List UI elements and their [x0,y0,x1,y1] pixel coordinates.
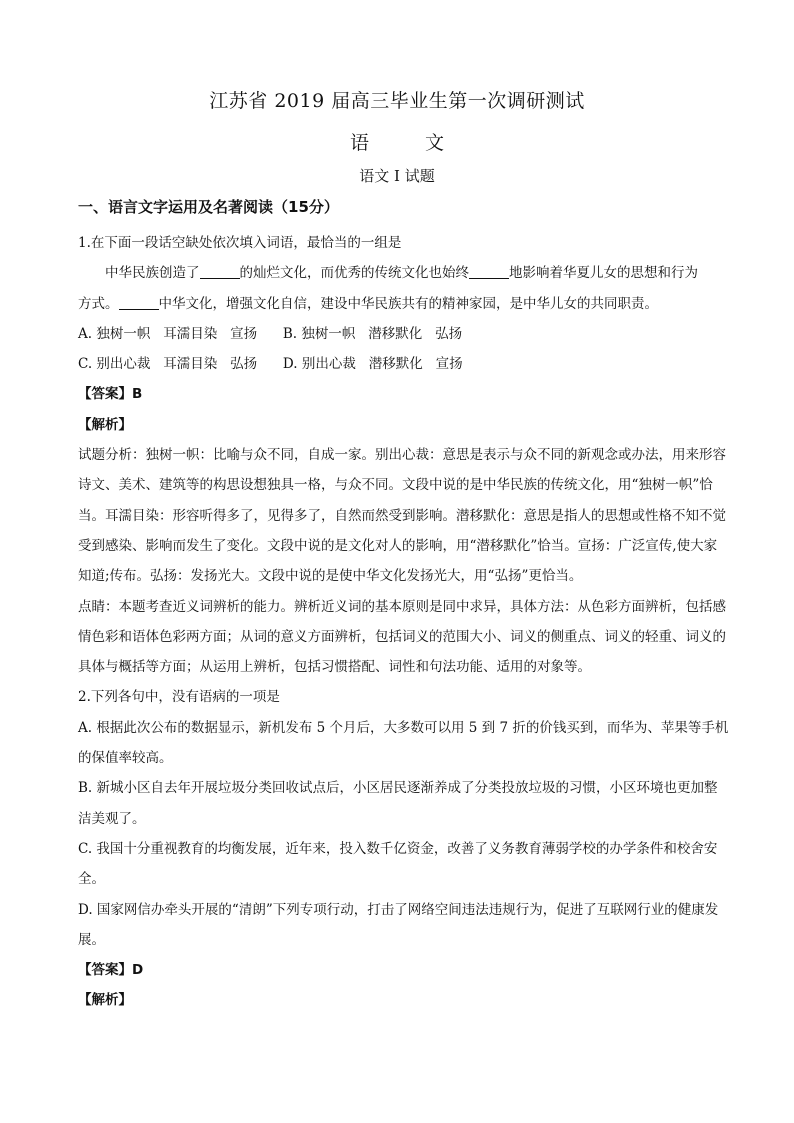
blank-3 [119,295,159,310]
q1-analysis: 试题分析：独树一帜：比喻与众不同，自成一家。别出心裁：意思是表示与众不同的新观念或办法，用来形容诗文、美术、建筑等的构思设想独具一格，与众不同。文段中说的是中华民族的传统文化，用“独树一帜”恰当。耳濡目染：形容听得多了，见得多了，自然而然受到影响。潜移默化：意思是指人的思想或性格不知不觉受到感染、影响而发生了变化。文段中说的是文化对人的影响，用“潜移默化”恰当。宣扬：广泛宣传,使大家知道;传布。弘扬：发扬光大。文段中说的是使中华文化发扬光大，用“弘扬”更恰当。 [78,447,726,585]
q2-option-d: D. 国家网信办牵头开展的“清朗”下列专项行动，打击了网络空间违法违规行为，促进了互联网行业的健康发展。 [78,901,719,948]
paper-subtitle: 语文 I 试题 [359,167,435,185]
q2-answer: 【答案】D [78,962,144,979]
q2-option-c: C. 我国十分重视教育的均衡发展，近年来，投入数千亿资金，改善了义务教育薄弱学校的办学条件和校舍安全。 [78,840,718,888]
q1-comment: 点睛：本题考查近义词辨析的能力。辨析近义词的基本原则是同中求异，具体方法：从色彩方面辨析，包括感情色彩和语体色彩两方面；从词的意义方面辨析，包括词义的范围大小、词义的侧重点、词义的轻重、词义的具体与概括等方面；从运用上辨析，包括习惯搭配、词性和句法功能、适用的对象等。 [78,598,726,676]
exam-title: 江苏省 2019 届高三毕业生第一次调研测试 [209,90,585,112]
q1-passage-text: 中华民族创造了 [105,265,200,282]
q2-stem: 2.下列各句中，没有语病的一项是 [78,689,280,706]
q1-passage-text: 的灿烂文化，而优秀的传统文化也始终 [239,265,469,282]
q1-passage-line1 [78,258,730,288]
q1-passage-text: 方式。 [78,295,119,312]
q1-stem: 1.在下面一段话空缺处依次填入词语，最恰当的一组是 [78,235,402,251]
blank-2 [469,265,509,280]
q2-option-b: B. 新城小区自去年开展垃圾分类回收试点后，小区居民逐渐养成了分类投放垃圾的习惯，小区环境也更加整洁美观了。 [78,780,718,827]
q1-passage-text: 中华文化，增强文化自信，建设中华民族共有的精神家园，是中华儿女的共同职责。 [158,295,658,312]
q1-answer: 【答案】B [78,386,143,403]
q1-passage-line2 [78,289,730,319]
q1-options-ab: A. 独树一帜 耳濡目染 宣扬 B. 独树一帜 潜移默化 弘扬 [78,325,463,342]
question-content [78,228,730,1016]
section-heading: 一、语言文字运用及名著阅读（15分） [78,198,339,216]
q2-option-a: A. 根据此次公布的数据显示，新机发布 5 个月后，大多数可以用 5 到 7 折的价钱买到，而华为、苹果等手机的保值率较高。 [78,719,729,767]
q2-analysis-label: 【解析】 [78,992,132,1009]
q1-options-cd: C. 别出心裁 耳濡目染 弘扬 D. 别出心裁 潜移默化 宣扬 [78,356,463,373]
blank-1 [200,265,240,280]
q1-passage-text: 地影响着华夏儿女的思想和行为 [509,265,698,282]
subject-title: 语文 [349,132,500,154]
q1-analysis-label: 【解析】 [78,416,132,433]
